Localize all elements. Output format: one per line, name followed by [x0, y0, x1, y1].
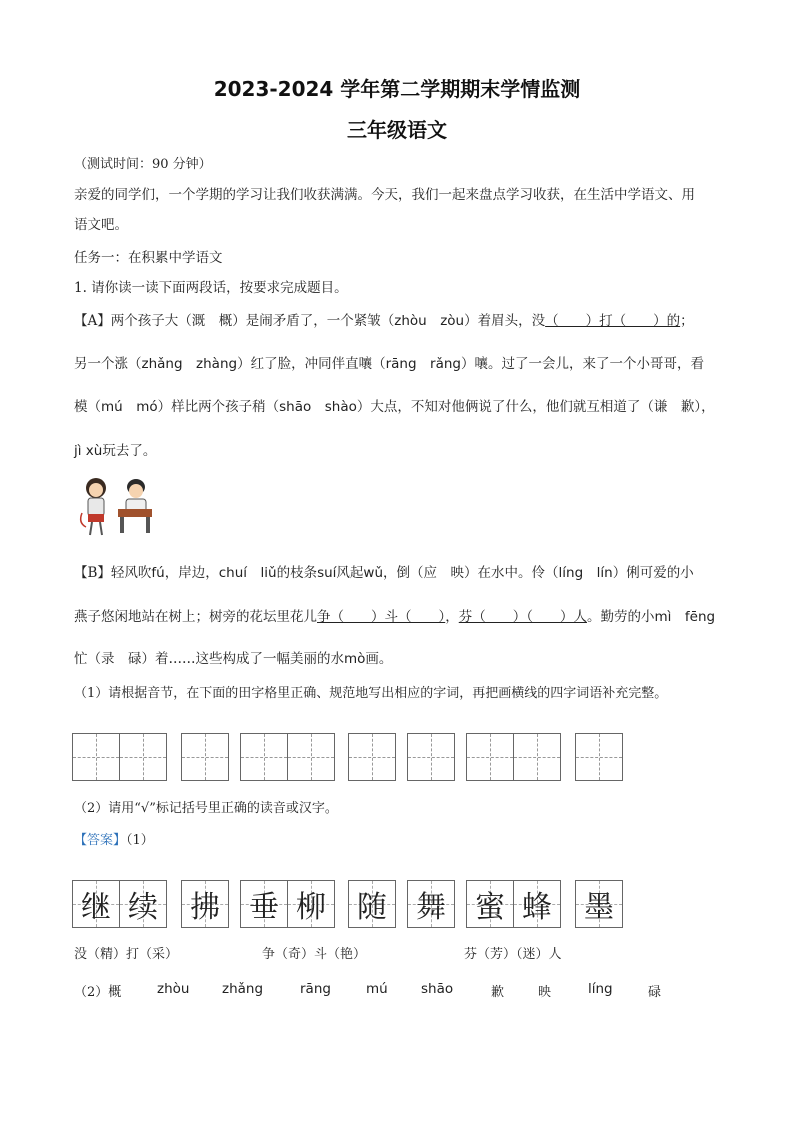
- answer-grid-7: [575, 880, 622, 928]
- document-title: 2023-2024 学年第二学期期末学情监测: [213, 77, 581, 101]
- text: 燕子悠闲地站在树上；树旁的花坛里花儿: [74, 609, 317, 625]
- answer-2-item: zhòu: [157, 981, 190, 997]
- text: 忙（录 碌）着……这些构成了一幅美丽的水: [74, 651, 344, 667]
- text: 的枝条: [276, 565, 318, 581]
- answer-2-item: líng: [588, 981, 613, 997]
- answer-2-item: 映: [538, 985, 552, 1000]
- answer-grid-1: [72, 880, 166, 928]
- pinyin: líng lín: [558, 565, 613, 581]
- underlined-blank: （ ）打（ ）的: [545, 313, 681, 329]
- answer-cell: [181, 880, 229, 928]
- grid-cell[interactable]: [348, 733, 396, 781]
- text: 【B】轻风吹: [74, 565, 152, 581]
- grid-cell[interactable]: [119, 733, 167, 781]
- answer-part-1: （1）: [126, 833, 154, 848]
- grid-cell[interactable]: [466, 733, 514, 781]
- answer-phrase-1: 没（精）打（采）: [74, 947, 179, 962]
- text: 风起: [336, 565, 364, 581]
- text: ）红了脸，冲同伴直嚷（: [237, 356, 386, 372]
- grid-cell[interactable]: [407, 733, 455, 781]
- text: ，岸边，: [164, 565, 219, 581]
- grid-cell[interactable]: [240, 733, 288, 781]
- answer-grid-5: [407, 880, 454, 928]
- text: ）大点，不知对他俩说了什么，他们就互相道了（谦 歉），: [356, 399, 715, 415]
- passage-b-line-2: [74, 605, 715, 625]
- intro-line-1: 亲爱的同学们，一个学期的学习让我们收获满满。今天，我们一起来盘点学习收获，在生活中学语文、用: [74, 187, 695, 203]
- question-1-1: （1）请根据音节，在下面的田字格里正确、规范地写出相应的字词，再把画横线的四字词语补充完整。: [74, 686, 668, 701]
- question-1: 1. 请你读一读下面两段话，按要求完成题目。: [74, 280, 348, 296]
- answer-char: 继: [81, 890, 111, 925]
- text: ）嚷。过了一会儿，来了一个小哥哥，看: [461, 356, 704, 372]
- writing-grid-1[interactable]: [72, 733, 166, 781]
- grid-cell[interactable]: [575, 733, 623, 781]
- text: ；: [680, 313, 694, 329]
- text: ）俐可爱的小: [612, 565, 694, 581]
- document-subtitle: 三年级语文: [347, 118, 447, 142]
- text: 【A】两个孩子大（溉 概）是闹矛盾了，一个紧皱（: [74, 313, 395, 329]
- answer-phrase-2: 争（奇）斗（艳）: [262, 947, 367, 962]
- answer-char: 蜜: [475, 890, 505, 925]
- grid-cell[interactable]: [287, 733, 335, 781]
- pinyin: mò: [344, 651, 366, 667]
- writing-grid-7[interactable]: [575, 733, 622, 781]
- answer-char: 柳: [296, 890, 326, 925]
- answer-label: 【答案】: [74, 833, 127, 848]
- text: ，倒（应 映）在水中。伶（: [383, 565, 559, 581]
- passage-a-line-4: [74, 439, 156, 459]
- children-illustration: [74, 473, 158, 539]
- task-heading: 任务一：在积累中学语文: [74, 250, 223, 266]
- pinyin: chuí liǔ: [218, 565, 277, 581]
- answer-2-item: rāng: [300, 981, 331, 997]
- answer-char: 蜂: [522, 890, 552, 925]
- pinyin: zhòu zòu: [394, 313, 465, 329]
- answer-cell: [348, 880, 396, 928]
- text: ，: [445, 609, 459, 625]
- pinyin: mì fēng: [654, 609, 716, 625]
- answer-cell: [407, 880, 455, 928]
- pinyin: fú: [151, 565, 165, 581]
- answer-grid-3: [240, 880, 334, 928]
- answer-cell: [466, 880, 514, 928]
- pinyin: wǔ: [363, 565, 384, 581]
- text: ）样比两个孩子稍（: [157, 399, 280, 415]
- answer-2-item: 歉: [491, 985, 505, 1000]
- passage-b-line-1: [74, 561, 694, 581]
- answer-2-item: 碌: [648, 985, 662, 1000]
- answer-char: 续: [128, 890, 158, 925]
- answer-grid-6: [466, 880, 560, 928]
- answer-2-item: mú: [366, 981, 388, 997]
- grid-cell[interactable]: [181, 733, 229, 781]
- answer-2-item: zhǎng: [222, 981, 264, 997]
- pinyin: rāng rǎng: [385, 356, 461, 372]
- answer-cell: [119, 880, 167, 928]
- passage-a-line-3: [74, 395, 715, 415]
- answer-char: 舞: [416, 890, 446, 925]
- pinyin: zhǎng zhàng: [141, 356, 238, 372]
- text: ）着眉头，没: [464, 313, 546, 329]
- answer-2-item: shāo: [421, 981, 454, 997]
- writing-grid-4[interactable]: [348, 733, 395, 781]
- answer-cell: [240, 880, 288, 928]
- pinyin: suí: [317, 565, 337, 581]
- question-1-2: （2）请用“√”标记括号里正确的读音或汉字。: [74, 801, 338, 816]
- grid-cell[interactable]: [72, 733, 120, 781]
- text: 玩去了。: [102, 443, 157, 459]
- intro-line-2: 语文吧。: [74, 217, 128, 233]
- writing-grid-5[interactable]: [407, 733, 454, 781]
- answer-cell: [513, 880, 561, 928]
- pinyin: jì xù: [74, 443, 103, 459]
- grid-cell[interactable]: [513, 733, 561, 781]
- answer-grid-2: [181, 880, 228, 928]
- answer-char: 垂: [249, 890, 279, 925]
- text: 模（: [74, 399, 101, 415]
- answer-phrase-3: 芬（芳）（迷）人: [464, 947, 562, 962]
- passage-a-line-1: [74, 309, 694, 329]
- pinyin: mú mó: [101, 399, 158, 415]
- answer-grid-4: [348, 880, 395, 928]
- passage-b-line-3: [74, 647, 392, 667]
- text: 。勤劳的小: [587, 609, 655, 625]
- writing-grid-2[interactable]: [181, 733, 228, 781]
- answer-cell: [287, 880, 335, 928]
- answer-char: 墨: [584, 890, 614, 925]
- writing-grid-3[interactable]: [240, 733, 334, 781]
- passage-a-line-2: [74, 352, 704, 372]
- underlined-blank: 争（ ）斗（ ）: [317, 609, 446, 625]
- exam-time: （测试时间：90 分钟）: [74, 157, 212, 172]
- answer-heading: [74, 829, 154, 848]
- answer-cell: [575, 880, 623, 928]
- underlined-blank: 芬（ ）（ ）人: [458, 609, 587, 625]
- text: 画。: [365, 651, 393, 667]
- answer-2-label: （2）概: [74, 985, 122, 1000]
- answer-cell: [72, 880, 120, 928]
- answer-char: 拂: [190, 890, 220, 925]
- text: 另一个涨（: [74, 356, 142, 372]
- writing-grid-6[interactable]: [466, 733, 560, 781]
- pinyin: shāo shào: [279, 399, 357, 415]
- answer-char: 随: [357, 890, 387, 925]
